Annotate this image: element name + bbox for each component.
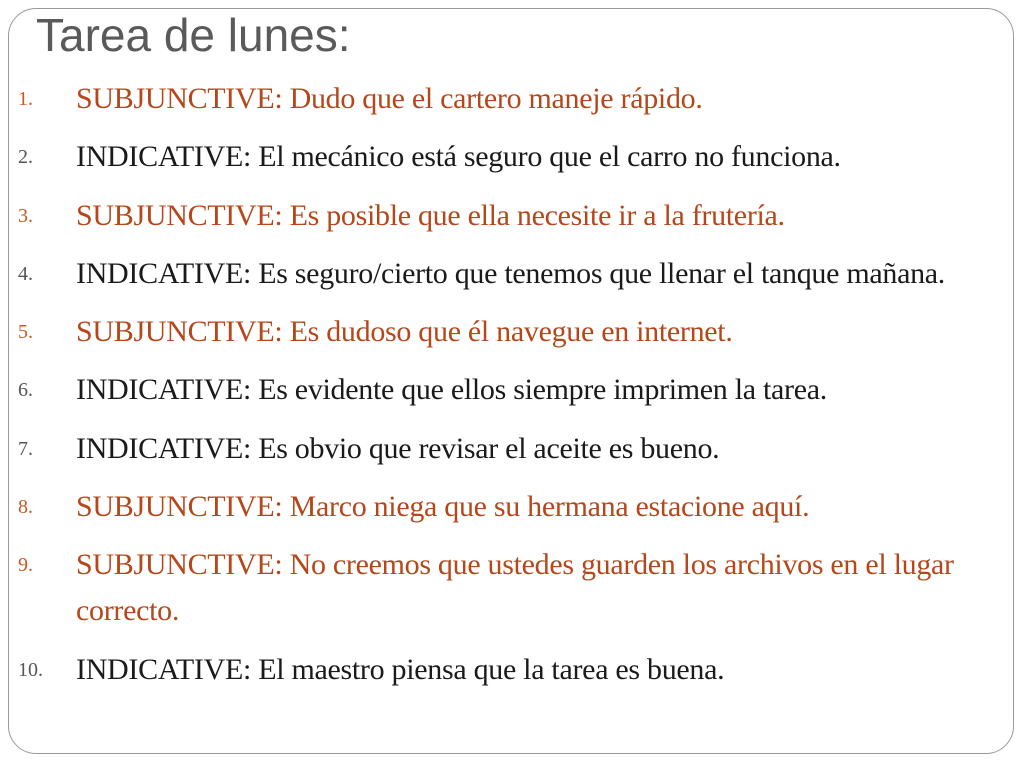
slide-title: Tarea de lunes: (36, 9, 351, 61)
item-number: 6. (18, 379, 33, 402)
item-text: INDICATIVE: El maestro piensa que la tarea es buena. (76, 652, 725, 686)
item-number: 1. (18, 88, 33, 110)
list-item-6 (18, 367, 1008, 413)
item-text: SUBJUNCTIVE: Marco niega que su hermana estacione aquí. (76, 490, 810, 524)
list-item-9 (18, 542, 1008, 634)
item-text: SUBJUNCTIVE: Es posible que ella necesite ir a la frutería. (76, 198, 785, 232)
homework-list (18, 76, 1008, 705)
list-item-5 (18, 309, 1008, 355)
item-text: INDICATIVE: El mecánico está seguro que el carro no funciona. (76, 140, 841, 174)
item-number: 3. (18, 204, 33, 227)
item-text: SUBJUNCTIVE: Es dudoso que él navegue en internet. (76, 315, 733, 349)
item-number: 8. (18, 496, 33, 519)
item-number: 9. (18, 554, 33, 577)
item-number: 10. (18, 658, 43, 681)
item-number: 7. (18, 437, 33, 460)
list-item-10 (18, 647, 1008, 693)
list-item-7 (18, 426, 1008, 472)
item-text: SUBJUNCTIVE: No creemos que ustedes guarden los archivos en el lugar correcto. (76, 548, 954, 628)
item-text: INDICATIVE: Es evidente que ellos siempre imprimen la tarea. (76, 373, 827, 407)
item-text: INDICATIVE: Es obvio que revisar el aceite es bueno. (76, 431, 720, 465)
item-text: INDICATIVE: Es seguro/cierto que tenemos que llenar el tanque mañana. (76, 256, 946, 290)
item-number: 2. (18, 146, 33, 169)
item-number: 4. (18, 262, 33, 285)
list-item-4 (18, 251, 1008, 297)
item-text: SUBJUNCTIVE: Dudo que el cartero maneje rápido. (76, 82, 703, 115)
list-item-3 (18, 193, 1008, 239)
list-item-1 (18, 76, 1008, 122)
list-item-2 (18, 134, 1008, 180)
list-item-8 (18, 484, 1008, 530)
item-number: 5. (18, 321, 33, 344)
